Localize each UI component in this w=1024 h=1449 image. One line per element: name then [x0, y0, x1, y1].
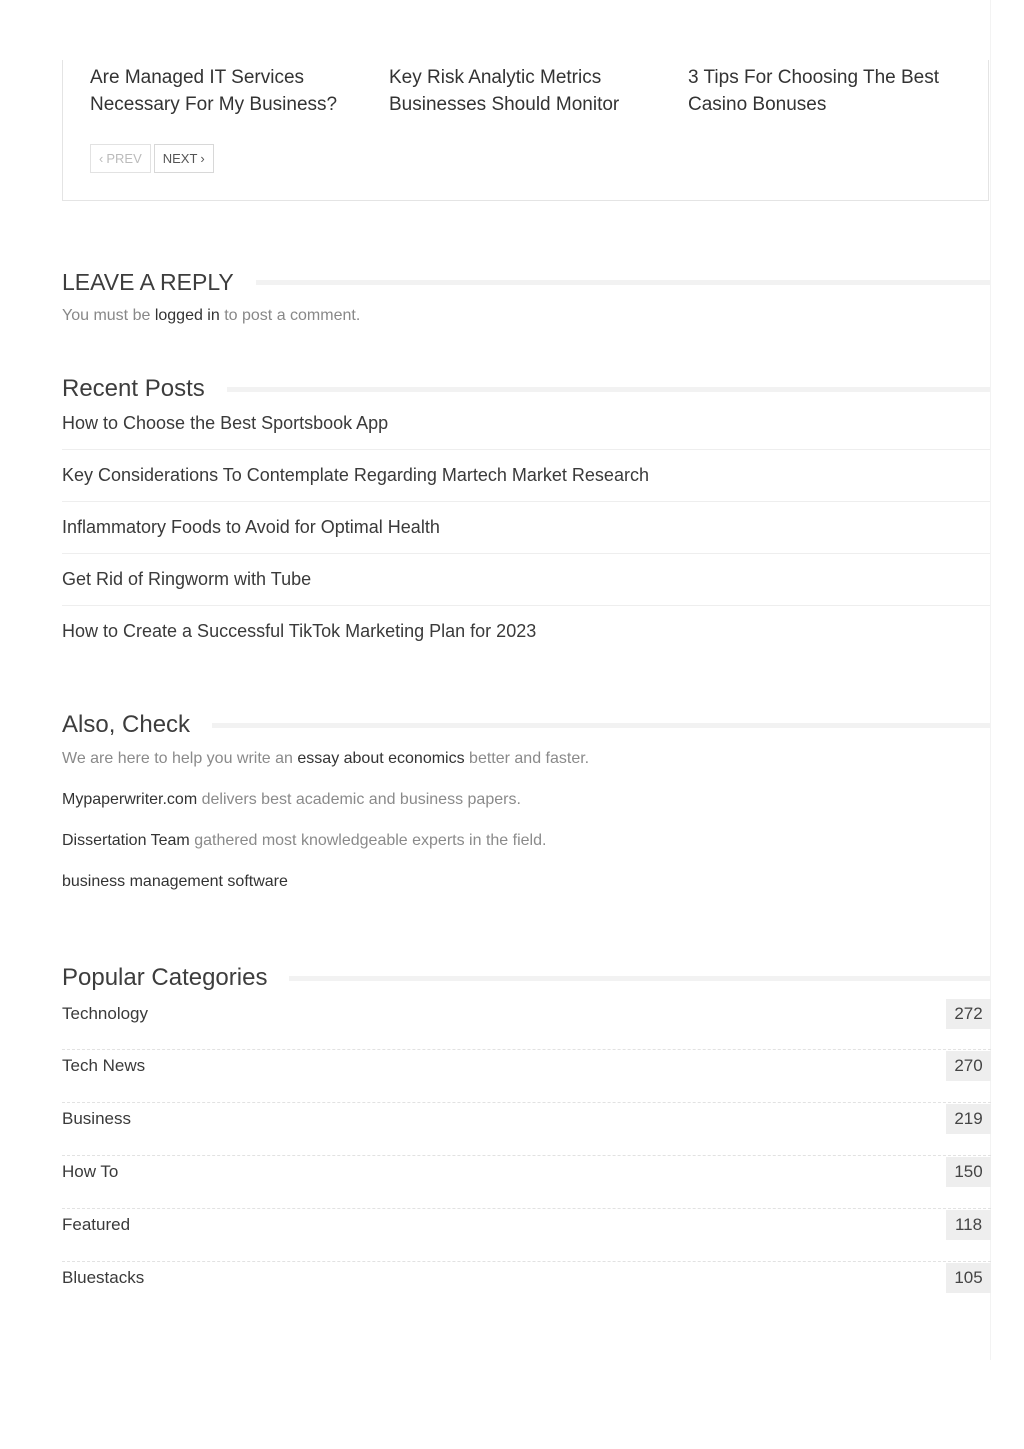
category-item[interactable]	[62, 1209, 991, 1262]
popular-categories-header	[62, 964, 990, 992]
next-button[interactable]	[154, 144, 214, 173]
also-check-line	[62, 873, 288, 891]
also-line2-after: delivers best academic and business papers.	[197, 791, 521, 808]
heading-rule	[256, 280, 990, 285]
category-name[interactable]: Tech News	[62, 1056, 146, 1075]
prev-button[interactable]	[90, 144, 151, 173]
also-check-header	[62, 711, 990, 739]
recent-post-item[interactable]: Inflammatory Foods to Avoid for Optimal Health	[62, 502, 990, 554]
related-post-link[interactable]: 3 Tips For Choosing The Best Casino Bonuses	[688, 67, 939, 115]
category-item[interactable]	[62, 1050, 991, 1103]
category-name[interactable]: Bluestacks	[62, 1268, 145, 1287]
recent-post-item[interactable]: How to Create a Successful TikTok Marketing Plan for 2023	[62, 621, 537, 641]
related-post-link[interactable]: Key Risk Analytic Metrics Businesses Should Monitor	[389, 67, 620, 115]
category-count: 272	[946, 999, 991, 1029]
prev-label: PREV	[106, 151, 142, 166]
category-count: 150	[946, 1157, 991, 1187]
also-check-heading: Also, Check	[62, 711, 191, 738]
chevron-left-icon: ‹	[99, 151, 104, 166]
category-item[interactable]	[62, 1262, 991, 1315]
recent-post-item[interactable]: How to Choose the Best Sportsbook App	[62, 398, 990, 450]
category-name[interactable]: Featured	[62, 1215, 131, 1234]
also-check-line	[62, 832, 546, 850]
recent-post-item[interactable]: Key Considerations To Contemplate Regarding Martech Market Research	[62, 450, 990, 502]
category-count: 118	[946, 1210, 991, 1240]
category-count: 219	[946, 1104, 991, 1134]
business-software-link[interactable]: business management software	[62, 873, 288, 890]
also-line1-before: We are here to help you write an	[62, 750, 298, 767]
related-post-link[interactable]: Are Managed IT Services Necessary For My Business?	[90, 67, 338, 115]
also-check-line	[62, 750, 589, 768]
related-posts-box	[62, 60, 989, 201]
heading-rule	[289, 976, 990, 981]
recent-posts-list	[62, 398, 990, 657]
category-name[interactable]: How To	[62, 1162, 119, 1181]
also-line1-after: better and faster.	[464, 750, 590, 767]
related-pager	[90, 144, 214, 173]
category-count: 270	[946, 1051, 991, 1081]
category-item[interactable]	[62, 1103, 991, 1156]
heading-rule	[212, 723, 990, 728]
also-line3-after: gathered most knowledgeable experts in the field.	[189, 832, 547, 849]
category-item[interactable]	[62, 1156, 991, 1209]
recent-posts-heading: Recent Posts	[62, 375, 205, 402]
category-count: 105	[946, 1263, 991, 1293]
popular-categories-heading: Popular Categories	[62, 964, 268, 991]
reply-text-after: to post a comment.	[219, 307, 361, 324]
category-name[interactable]: Technology	[62, 1004, 149, 1023]
mypaperwriter-link[interactable]: Mypaperwriter.com	[62, 791, 198, 808]
logged-in-link[interactable]: logged in	[154, 307, 220, 324]
login-required-text	[62, 307, 360, 325]
dissertation-team-link[interactable]: Dissertation Team	[62, 832, 190, 849]
chevron-right-icon: ›	[200, 151, 205, 166]
recent-post-item[interactable]: Get Rid of Ringworm with Tube	[62, 554, 990, 606]
next-label: NEXT	[162, 151, 198, 166]
also-check-line	[62, 791, 521, 809]
heading-rule	[227, 387, 990, 392]
category-item[interactable]	[62, 998, 991, 1050]
reply-text-before: You must be	[62, 307, 155, 324]
leave-reply-heading: LEAVE A REPLY	[62, 269, 234, 295]
leave-reply-header	[62, 269, 990, 296]
essay-economics-link[interactable]: essay about economics	[297, 750, 465, 767]
category-name[interactable]: Business	[62, 1109, 131, 1128]
popular-categories-list	[62, 998, 991, 1315]
